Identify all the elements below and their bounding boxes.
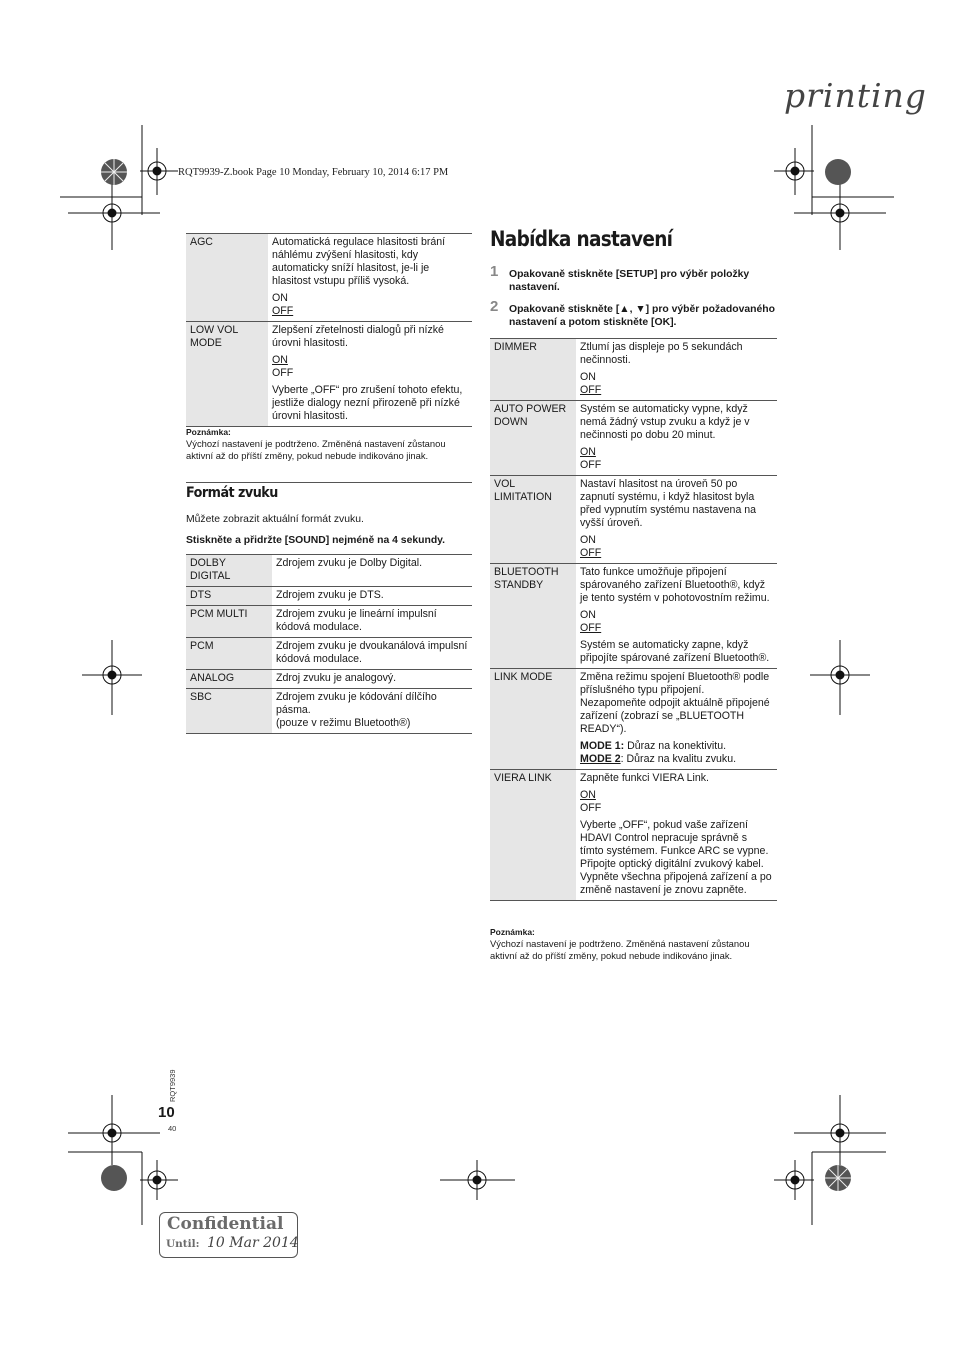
setting-key: DIMMER [490,339,576,401]
setting-key: LOW VOL MODE [186,322,268,427]
setting-text: Zapněte funkci VIERA Link. [580,772,709,784]
setting-desc [268,234,472,322]
setting-key: VOL LIMITATION [490,476,576,564]
option-off-default: OFF [580,547,602,559]
note-text: Výchozí nastavení je podtrženo. Změněná nastavení zůstanou aktivní až do příští změny, pokud nebude indikováno jinak. [490,938,750,961]
setting-text: Ztlumí jas displeje po 5 sekundách nečinnosti. [580,341,743,366]
instruction-text: Stiskněte a přidržte [SOUND] nejméně na 4 sekundy. [186,535,446,546]
format-value: Zdrojem zvuku je lineární impulsní kódová modulace. [272,606,472,638]
table-row [490,564,777,669]
setting-text: Zlepšení zřetelnosti dialogů při nízké úrovni hlasitosti. [272,324,444,349]
format-value: Zdrojem zvuku je Dolby Digital. [272,555,472,587]
mode-2-text: : Důraz na kvalitu zvuku. [620,753,737,765]
format-value: Zdroj zvuku je analogový. [272,670,472,689]
setting-key: AUTO POWER DOWN [490,401,576,476]
table-row [186,689,472,734]
book-header-line: RQT9939-Z.book Page 10 Monday, February 10, 2014 6:17 PM [178,167,449,178]
format-value-note: (pouze v režimu Bluetooth®) [276,717,411,729]
mode-1-label: MODE 1: [580,740,625,752]
setting-desc [576,401,777,476]
setting-desc [268,322,472,427]
step-number: 2 [490,298,499,315]
option-off-default: OFF [272,305,294,317]
audio-settings-table [186,233,472,427]
table-row [186,555,472,587]
option-on: ON [580,371,596,383]
option-on-default: ON [580,446,596,458]
option-off-default: OFF [580,622,602,634]
table-row [186,322,472,427]
table-row [186,638,472,670]
table-row [490,401,777,476]
format-value-line: Zdrojem zvuku je kódování dílčího pásma. [276,691,437,716]
option-on-default: ON [580,789,596,801]
note-text: Výchozí nastavení je podtrženo. Změněná nastavení zůstanou aktivní až do příští změny, pokud nebude indikováno jinak. [186,438,446,461]
page-title: Nabídka nastavení [490,227,673,252]
setting-desc [576,339,777,401]
format-value: Zdrojem zvuku je DTS. [272,587,472,606]
setting-extra-2: Vypněte všechna připojená zařízení a po změně nastavení je znovu zapněte. [580,871,772,896]
sound-format-table [186,554,472,734]
printing-stamp: printing [784,76,927,115]
option-on: ON [580,609,596,621]
step-text: Opakovaně stiskněte [▲, ▼] pro výběr požadovaného nastavení a potom stiskněte [OK]. [509,304,775,328]
table-row [186,606,472,638]
until-label: Until: [166,1238,200,1250]
setting-desc [576,669,777,770]
setting-desc [576,770,777,901]
setting-text: Tato funkce umožňuje připojení spárovaného zařízení Bluetooth®, když je tento systém v pohotovostním režimu. [580,566,770,604]
sub-page-number: 40 [168,1124,177,1133]
setting-key: VIERA LINK [490,770,576,901]
format-key: DOLBY DIGITAL [186,555,272,587]
format-value: Zdrojem zvuku je dvoukanálová impulsní kódová modulace. [272,638,472,670]
table-row [490,476,777,564]
format-key: ANALOG [186,670,272,689]
setting-extra: Vyberte „OFF“, pokud vaše zařízení HDAVI Control nepracuje správně s tímto systémem. Funkce ARC se vypne. Připojte optický digitální zvukový kabel. [580,819,769,870]
setting-text: Automatická regulace hlasitosti brání náhlému zvýšení hlasitosti, kdy automaticky sníží hlasitost, je-li je hlasitost vstupu příliš vysoká. [272,236,446,287]
setting-extra: Vyberte „OFF“ pro zrušení tohoto efektu, jestliže dialogy nezní přirozeně při nízké úrovni hlasitosti. [272,384,463,422]
format-key: PCM MULTI [186,606,272,638]
format-key: DTS [186,587,272,606]
section-divider [186,482,472,483]
table-row [490,770,777,901]
until-date: 10 Mar 2014 [207,1235,299,1251]
doc-code: RQT9939 [168,1069,177,1102]
table-row [186,670,472,689]
intro-text: Můžete zobrazit aktuální formát zvuku. [186,514,364,525]
option-on: ON [272,292,288,304]
step-text: Opakovaně stiskněte [SETUP] pro výběr položky nastavení. [509,269,750,293]
option-on-default: ON [272,354,288,366]
step-number: 1 [490,263,499,280]
format-key: PCM [186,638,272,670]
table-row [490,339,777,401]
section-heading: Formát zvuku [186,485,278,501]
mode-2-label-default: MODE 2 [580,753,621,765]
page-number: 10 [158,1104,175,1121]
option-on: ON [580,534,596,546]
note-label: Poznámka: [186,427,231,437]
setting-key: BLUETOOTH STANDBY [490,564,576,669]
format-key: SBC [186,689,272,734]
option-off: OFF [272,367,294,379]
mode-2-line [580,753,773,766]
setting-key: LINK MODE [490,669,576,770]
mode-1-line [580,740,773,753]
setting-text: Systém se automaticky vypne, když nemá žádný vstup zvuku a když je v nečinnosti po dobu 20 minut. [580,403,750,441]
setup-menu-table [490,338,777,901]
setting-text: Nastaví hlasitost na úroveň 50 po zapnutí systému, i když hlasitost byla před vypnutím systému nastavena na vyšší úroveň. [580,478,757,529]
table-row [490,669,777,770]
format-value [272,689,472,734]
setting-key: AGC [186,234,268,322]
setting-desc [576,476,777,564]
setting-text: Změna režimu spojení Bluetooth® podle příslušného typu připojení. Nezapomeňte odpojit aktuálně připojené zařízení (zobrazí se „BLUETOOTH READY“). [580,671,770,735]
setting-desc [576,564,777,669]
table-row [186,587,472,606]
note-label: Poznámka: [490,927,535,937]
option-off: OFF [580,459,602,471]
setting-extra: Systém se automaticky zapne, když připojíte spárované zařízení Bluetooth®. [580,639,770,664]
confidential-label: Confidential [167,1214,284,1234]
option-off: OFF [580,802,602,814]
mode-1-text: Důraz na konektivitu. [624,740,727,752]
option-off-default: OFF [580,384,602,396]
table-row [186,234,472,322]
